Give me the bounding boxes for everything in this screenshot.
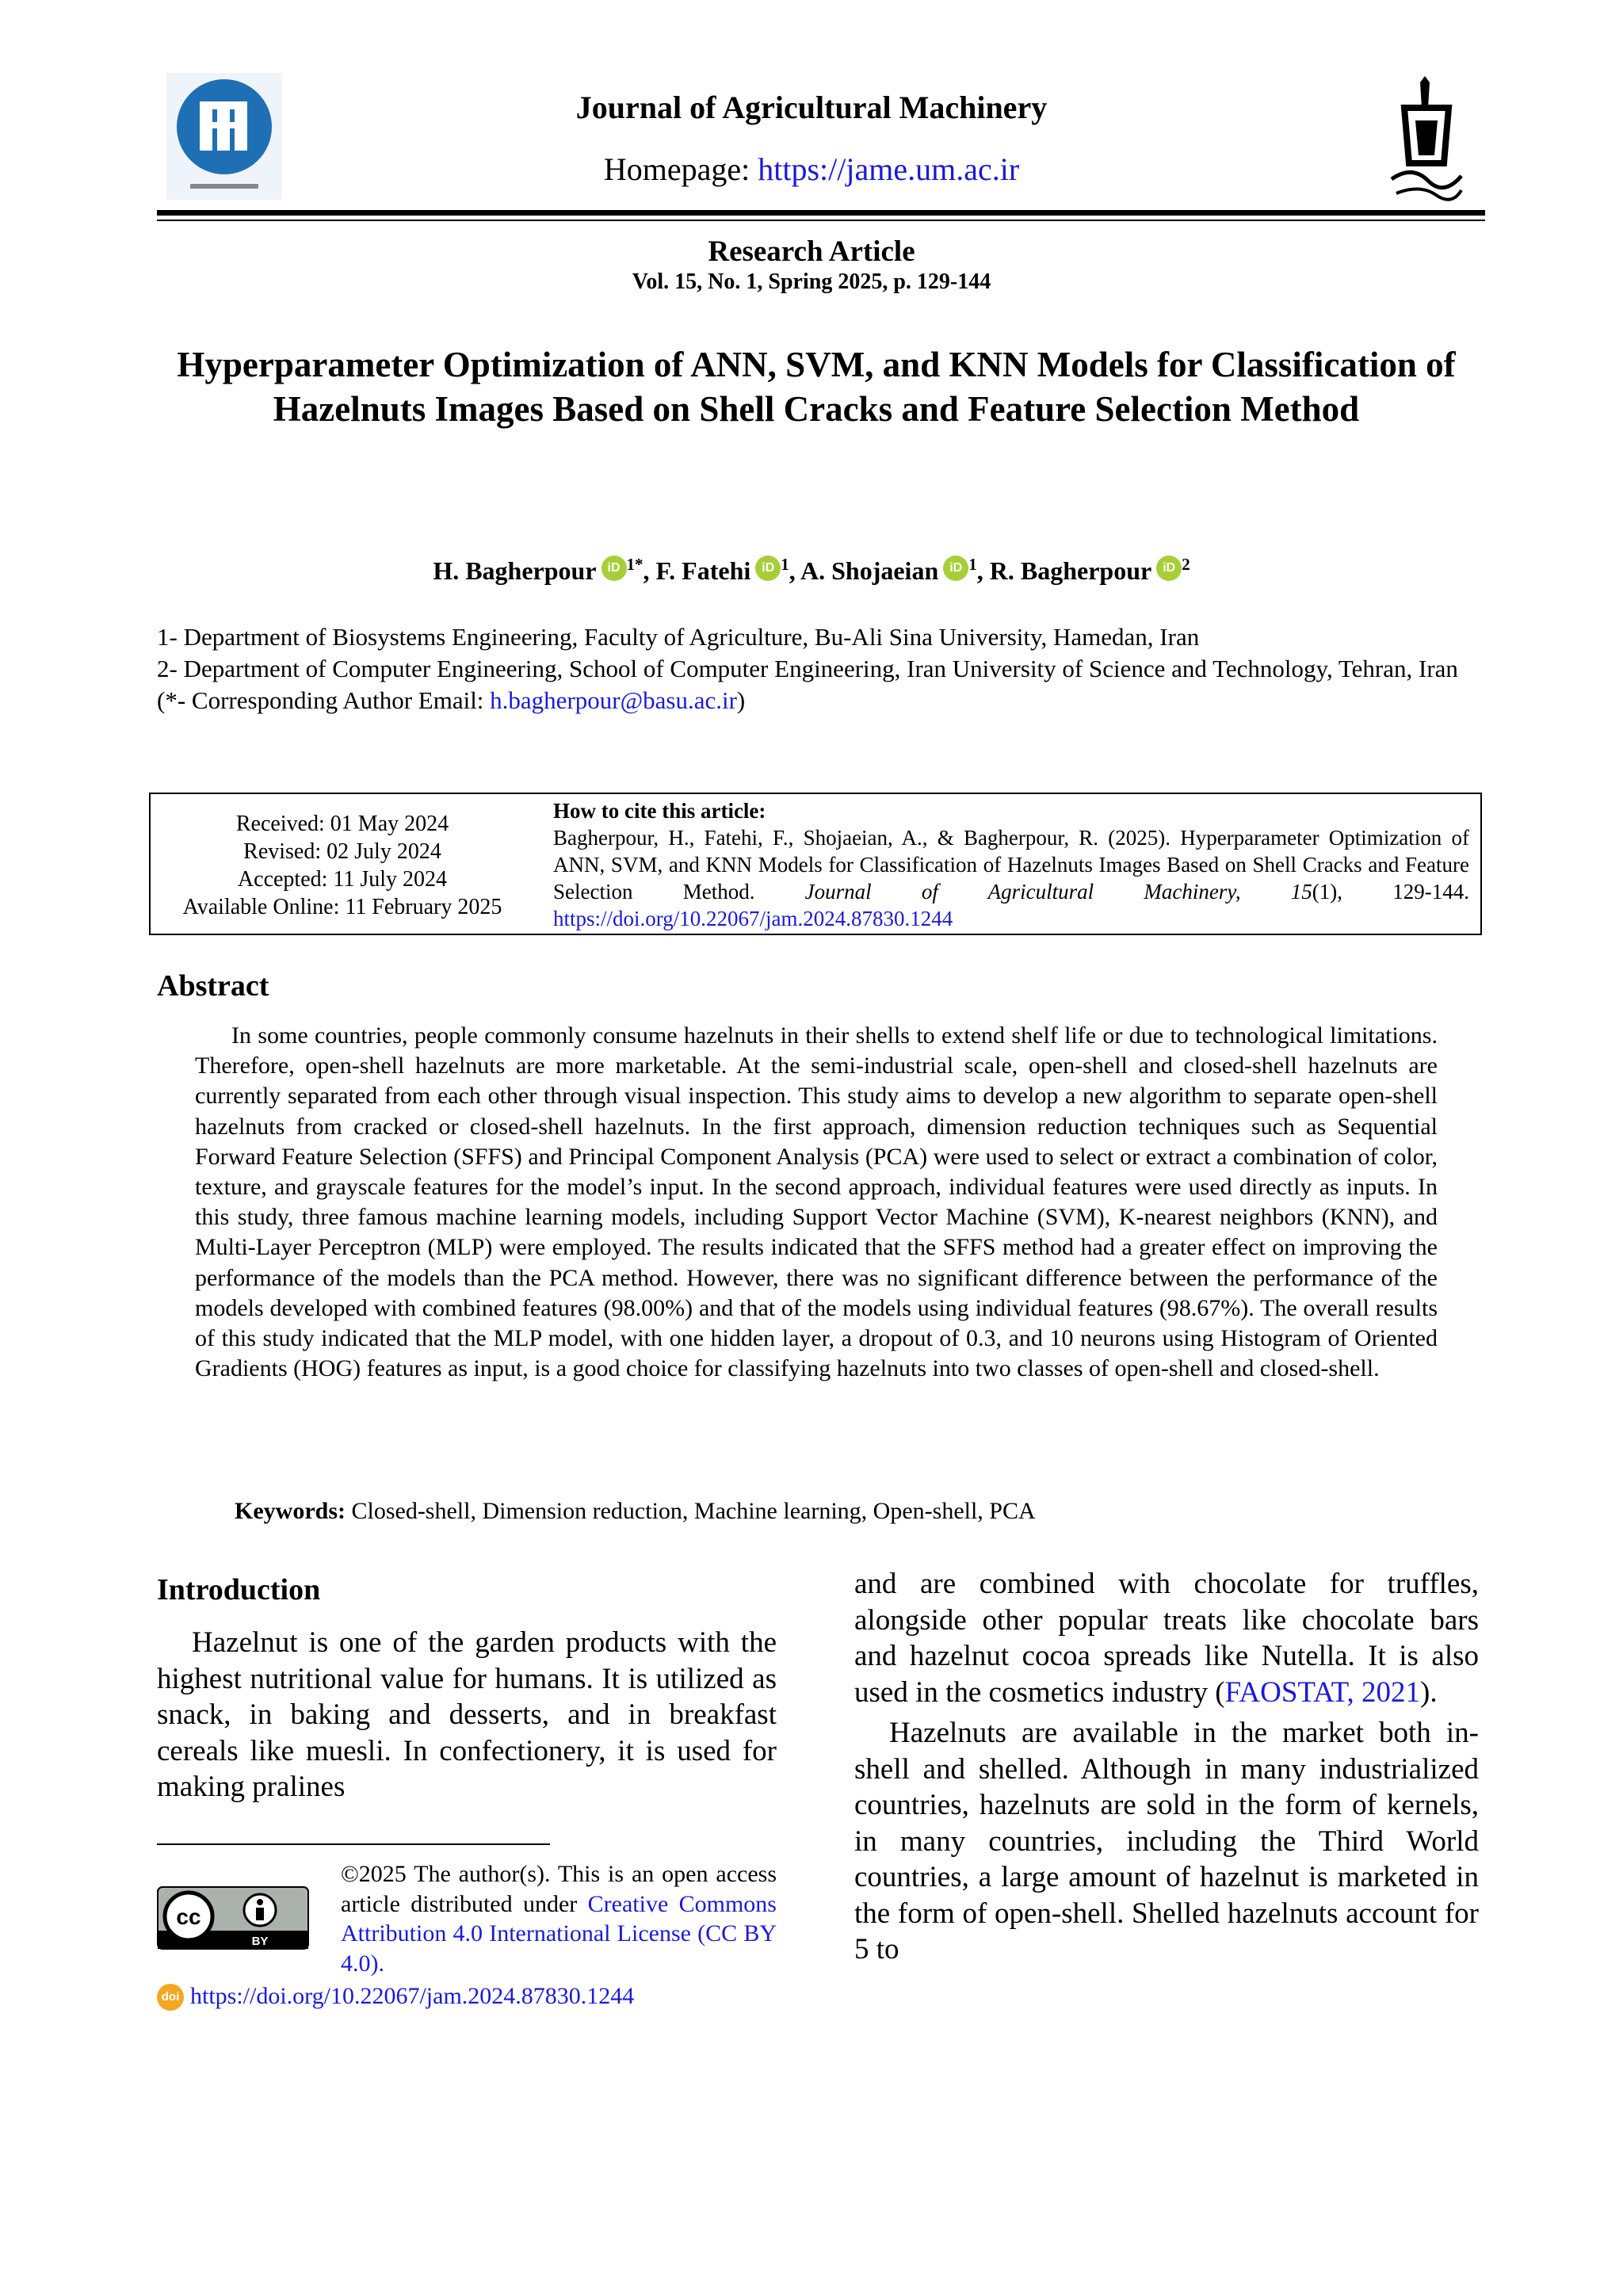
citation-doi-link[interactable]: https://doi.org/10.22067/jam.2024.87830.1244 bbox=[553, 907, 953, 930]
abstract-heading: Abstract bbox=[157, 969, 269, 1003]
keywords-list: Closed-shell, Dimension reduction, Machine learning, Open-shell, PCA bbox=[345, 1498, 1036, 1524]
intro-paragraph: Hazelnuts are available in the market both in-shell and shelled. Although in many industrialized countries, hazelnuts are sold in the form of kernels, in many countries, including the Third World countries, a large amount of hazelnut is marketed in the form of open-shell. Shelled hazelnuts account for 5 to bbox=[854, 1717, 1479, 1966]
article-type: Research Article bbox=[708, 235, 915, 268]
keywords bbox=[235, 1498, 1423, 1525]
orcid-icon[interactable]: iD bbox=[943, 556, 968, 581]
doi-icon: doi bbox=[157, 1984, 184, 2011]
license-statement: ©2025 The author(s). This is an open access article distributed under Creative Commons Attribution 4.0 International License (CC BY 4.0). bbox=[341, 1861, 777, 1977]
homepage-label: Homepage: bbox=[603, 151, 758, 187]
journal-name: Journal of Agricultural Machinery bbox=[575, 90, 1048, 125]
orcid-icon[interactable]: iD bbox=[755, 556, 781, 581]
citation-issue: (1), 129-144. bbox=[1312, 880, 1469, 904]
author-name: A. Shojaeian bbox=[800, 556, 939, 585]
affiliation-1: 1- Department of Biosystems Engineering, Faculty of Agriculture, Bu-Ali Sina University, Hamedan, Iran bbox=[157, 623, 1200, 651]
intro-left-column: Hazelnut is one of the garden products with the highest nutritional value for humans. It is utilized as snack, in baking and desserts, and in breakfast cereals like muesli. In confectionery, it is used for making pralines bbox=[157, 1626, 777, 1803]
author-affil-sup: 1* bbox=[626, 555, 643, 574]
corresponding-author: (*- Corresponding Author Email: h.bagherpour@basu.ac.ir) bbox=[157, 686, 746, 714]
date-revised: Revised: 02 July 2024 bbox=[243, 839, 441, 864]
header-rule-thin bbox=[157, 220, 1485, 221]
author-affil-sup: 1 bbox=[968, 555, 977, 574]
affiliation-2: 2- Department of Computer Engineering, School of Computer Engineering, Iran University of Science and Technology, Tehran, Iran bbox=[157, 655, 1458, 682]
faostat-reference-link[interactable]: FAOSTAT, 2021 bbox=[1224, 1675, 1421, 1709]
author-name: H. Bagherpour bbox=[433, 556, 597, 585]
homepage-link[interactable]: https://jame.um.ac.ir bbox=[758, 151, 1020, 187]
article-volume: Vol. 15, No. 1, Spring 2025, p. 129-144 bbox=[632, 269, 991, 294]
intro-right-column bbox=[854, 1566, 1479, 1968]
author-affil-sup: 2 bbox=[1182, 555, 1190, 574]
cc-by-license-icon[interactable] bbox=[157, 1886, 309, 1950]
date-online: Available Online: 11 February 2025 bbox=[182, 895, 502, 919]
homepage-line bbox=[0, 151, 1623, 188]
keywords-label: Keywords: bbox=[235, 1498, 346, 1524]
author-affil-sup: 1 bbox=[781, 555, 789, 574]
orcid-icon[interactable]: iD bbox=[601, 556, 627, 581]
introduction-heading: Introduction bbox=[157, 1573, 321, 1606]
how-to-cite-heading: How to cite this article: bbox=[553, 799, 766, 823]
svg-text:cc: cc bbox=[176, 1904, 201, 1929]
footnote-rule bbox=[157, 1843, 550, 1845]
article-dates bbox=[151, 810, 534, 921]
paper-title: Hyperparameter Optimization of ANN, SVM, and KNN Models for Classification of Hazelnuts Images Based on Shell Cracks and Feature Selection Method bbox=[177, 345, 1456, 429]
citation-text: Bagherpour, H., Fatehi, F., Shojaeian, A., & Bagherpour, R. (2025). Hyperparameter Optimization of ANN, SVM, and KNN Models for Classification of Hazelnuts Images Based on Shell Cracks and Feature Selection Method. bbox=[553, 826, 1469, 904]
abstract-text: In some countries, people commonly consume hazelnuts in their shells to extend shelf life or due to technological limitations. Therefore, open-shell hazelnuts are more marketable. At the semi-industrial scale, open-shell and closed-shell hazelnuts are currently separated from each other through visual inspection. This study aims to develop a new algorithm to separate open-shell hazelnuts from cracked or closed-shell hazelnuts. In the first approach, dimension reduction techniques such as Sequential Forward Feature Selection (SFFS) and Principal Component Analysis (PCA) were used to select or extract a combination of color, texture, and grayscale features for the model’s input. In the second approach, individual features were used directly as inputs. In this study, three famous machine learning models, including Support Vector Machine (SVM), K-nearest neighbors (KNN), and Multi-Layer Perceptron (MLP) were employed. The results indicated that the SFFS method had a greater effect on improving the performance of the models than the PCA method. However, there was no significant difference between the performance of the models developed with combined features (98.00%) and that of the models using individual features (98.67%). The overall results of this study indicated that the MLP model, with one hidden layer, a dropout of 0.3, and 10 neurons using Histogram of Oriented Gradients (HOG) features as input, is a good choice for classifying hazelnuts into two classes of open-shell and closed-shell. bbox=[195, 1022, 1438, 1382]
how-to-cite bbox=[553, 797, 1469, 932]
author-name: F. Fatehi bbox=[655, 556, 751, 585]
author-name: R. Bagherpour bbox=[989, 556, 1152, 585]
license-link[interactable]: Creative Commons Attribution 4.0 International License (CC BY 4.0). bbox=[341, 1890, 777, 1977]
doi-link[interactable]: https://doi.org/10.22067/jam.2024.87830.1244 bbox=[190, 1983, 635, 2009]
intro-paragraph: and are combined with chocolate for truffles, alongside other popular treats like chocolate bars and hazelnut cocoa spreads like Nutella. It is also used in the cosmetics industry (FAOSTAT, 2021). bbox=[854, 1568, 1479, 1709]
orcid-icon[interactable]: iD bbox=[1156, 556, 1182, 581]
citation-journal: Journal of Agricultural Machinery, 15 bbox=[804, 880, 1312, 904]
doi-line bbox=[157, 1983, 634, 2011]
date-received: Received: 01 May 2024 bbox=[235, 812, 449, 836]
author-list: H. Bagherpour iD $^{1*}$, F. Fatehi iD $^1$, A. Shojaeian iD $^1$, R. Bagherpour iD $^2$ bbox=[433, 555, 1190, 585]
header-rule-thick bbox=[157, 210, 1485, 216]
cc-by-text: BY bbox=[251, 1935, 269, 1948]
corresponding-email-link[interactable]: h.bagherpour@basu.ac.ir bbox=[490, 686, 737, 714]
date-accepted: Accepted: 11 July 2024 bbox=[237, 867, 448, 892]
article-info-box bbox=[149, 793, 1482, 935]
affiliations bbox=[157, 621, 1485, 716]
university-emblem-icon bbox=[1388, 76, 1465, 203]
